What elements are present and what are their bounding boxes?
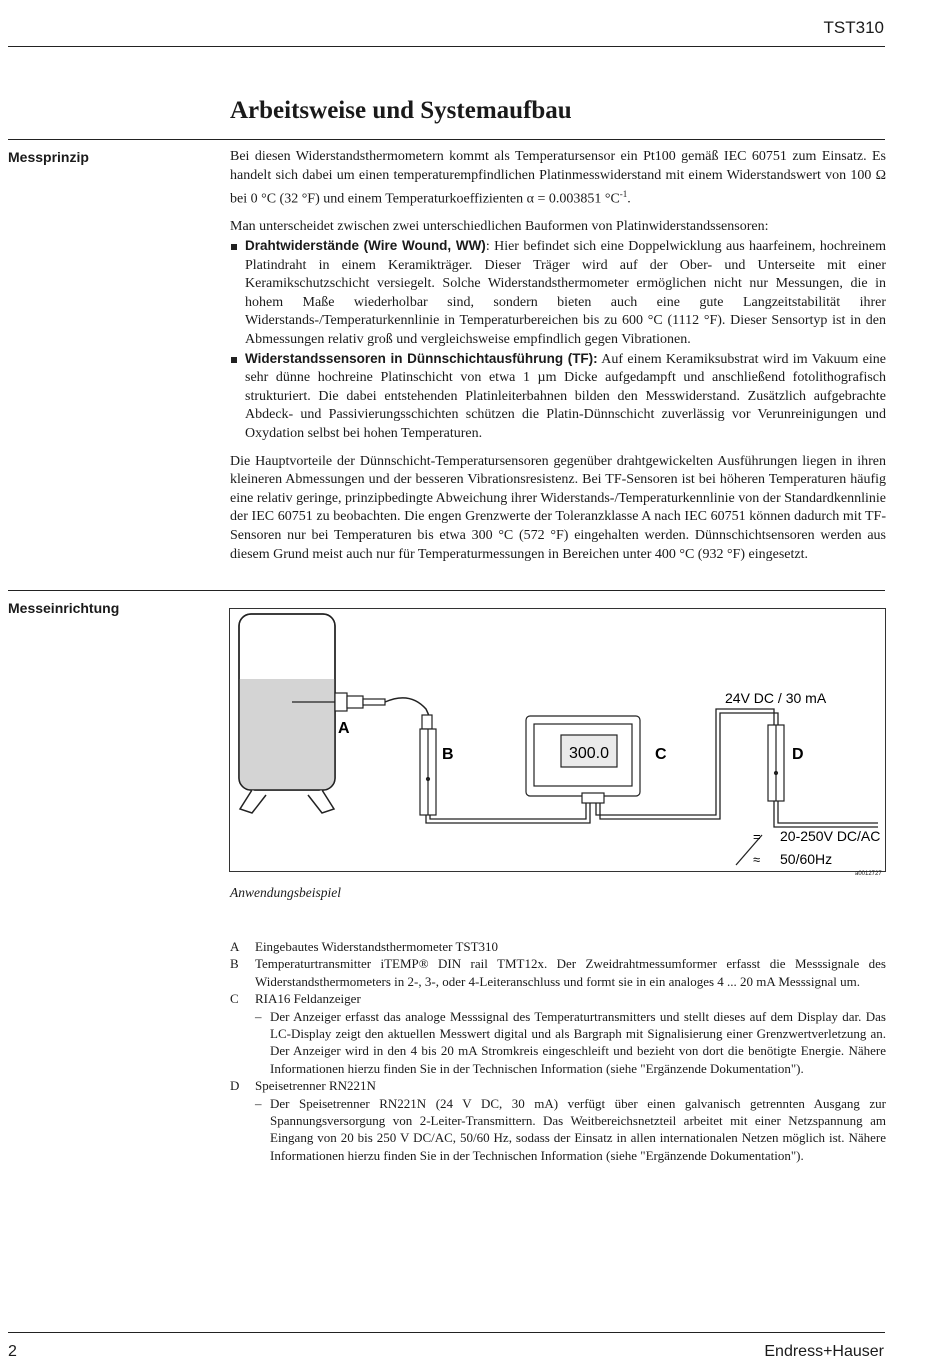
legend-subitem	[230, 1095, 886, 1165]
dash: –	[255, 1095, 262, 1111]
document-id: TST310	[823, 18, 884, 37]
legend-text: Eingebautes Widerstandsthermometer TST310	[255, 939, 499, 954]
transmitter-b	[420, 729, 436, 815]
legend-item	[230, 990, 886, 1007]
paragraph: Die Hauptvorteile der Dünnschicht-Temperatursensoren gegenüber drahtgewickelten Ausführungen liegen in ihren kleineren Abmessungen und der besseren Vibrationsresistenz. Bei TF-Sensoren ist bei höheren Temperaturen häufig eine relativ geringe, prinzipbedingte Abweichung ihrer Widerstands-/Temperaturkennlinie von der Standardkennlinie der IEC 60751 zu beobachten. Die engen Grenzwerte der Toleranzklasse A nach IEC 60751 können dadurch mit TF-Sensoren nur bei Temperaturen bis etwa 300 °C (572 °F) eingehalten werden. Dünnschichtsensoren werden aus diesem Grund meist auch nur für Temperaturmessungen in Bereichen unter 400 °C (932 °F) eingesetzt.	[230, 453, 886, 562]
footer-rule	[8, 1332, 885, 1333]
legend-subtext: Der Anzeiger erfasst das analoge Messsignal des Temperaturtransmitters und stellt dieses auf dem Display dar. Das LC-Display zeigt den aktuellen Messwert digital und als Bargraph mit Signalisierung einer Grenzwertverletzung an. Der Anzeiger wird in den 4 bis 20 mA Stromkreis eingeschleift und bezieht von dort die benötigte Energie. Nähere Informationen hierzu finden Sie in der Technischen Information (siehe "Ergänzende Dokumentation").	[270, 1008, 886, 1076]
legend-key: C	[230, 991, 239, 1007]
company-name: Endress+Hauser	[764, 1343, 884, 1360]
mains-symbol-dc: =	[753, 829, 761, 844]
legend-item	[230, 1077, 886, 1094]
paragraph	[230, 148, 886, 209]
legend-text: RIA16 Feldanzeiger	[255, 991, 361, 1007]
section-rule	[8, 139, 885, 140]
legend-subitem	[230, 1008, 886, 1078]
section-label-messprinzip: Messprinzip	[8, 149, 89, 165]
page-number: 2	[8, 1343, 17, 1360]
section-body-messprinzip	[230, 148, 886, 573]
legend-key: A	[230, 939, 240, 954]
tank-illustration	[239, 614, 335, 813]
legend-subtext: Der Speisetrenner RN221N (24 V DC, 30 mA) verfügt über einen galvanisch getrennten Ausgang zur Spannungsversorgung von 2-Leiter-Transmittern. Das Weitbereichsnetzteil arbeitet mit einer Netzspannung am Eingang von 20 bis 250 V DC/AC, 50/60 Hz, sodass der Einsatz in allen internationalen Netzen möglich ist. Nähere Informationen hierzu finden Sie in der Technischen Information (siehe "Ergänzende Dokumentation").	[270, 1095, 886, 1163]
legend-text: Speisetrenner RN221N	[255, 1078, 376, 1094]
section-rule	[8, 590, 885, 591]
section-label-messeinrichtung: Messeinrichtung	[8, 600, 120, 616]
mains-frequency-label: 50/60Hz	[780, 851, 833, 867]
label-d: D	[792, 746, 804, 763]
legend-key: B	[230, 956, 239, 972]
legend-text: Temperaturtransmitter iTEMP® DIN rail TMT12x. Der Zweidrahtmessumformer erfasst die Messsignale des Widerstandsthermometers in 2-, 3-, oder 4-Leiteranschluss und formt sie in ein analoges 4 ... 20 mA Messsignal um.	[255, 956, 886, 989]
bullet-term: Widerstandssensoren in Dünnschichtausführung (TF):	[245, 350, 598, 366]
figure-id: a0012727	[855, 871, 882, 877]
paragraph-text: Bei diesen Widerstandsthermometern kommt als Temperatursensor ein Pt100 gemäß IEC 60751 zum Einsatz. Es handelt sich dabei um einen temperaturempfindlichen Platinmesswiderstand mit einem Widerstandswert von 100 Ω bei 0 °C (32 °F) und einem Temperaturkoeffizienten α = 0.003851 °C	[230, 149, 886, 207]
bullet-text: : Hier befindet sich eine Doppelwicklung aus haarfeinem, hochreinem Platindraht in einem Keramikträger. Dieser Träger wird auf der Ober- und Unterseite mit einer Keramikschutzschicht versiegelt. Solche Widerstandsthermometer ermöglichen nicht nur Messungen, die in hohem Maße wiederholbar sind, sondern bieten auch eine gute Langzeitstabilität ihrer Widerstands-/Temperaturkennlinie in Temperaturbereichen bis zu 600 °C (1112 °F). Dieser Sensortyp ist in den Abmessungen relativ groß und vergleichsweise empfindlich gegen Vibrationen.	[245, 239, 886, 347]
legend-item	[230, 938, 886, 955]
bullet-term: Drahtwiderstände (Wire Wound, WW)	[245, 238, 486, 254]
bullet-text: Auf einem Keramiksubstrat wird im Vakuum eine sehr dünne hochreine Platinschicht von etwa 1 µm Dicke aufgedampft und anschließend fotolithografisch strukturiert. Die dabei entstehenden Platinleiterbahnen bilden den Messwiderstand. Zusätzlich aufgebrachte Abdeck- und Passivierungsschichten schützen die Platin-Dünnschicht zuverlässig vor Verunreinigungen und Oxydation selbst bei hohen Temperaturen.	[245, 351, 886, 441]
bullet-square-icon	[231, 244, 237, 250]
legend-item	[230, 955, 886, 990]
list-item	[230, 350, 886, 444]
display-value: 300.0	[568, 745, 610, 762]
label-c: C	[655, 746, 667, 763]
bullet-square-icon	[231, 357, 237, 363]
bullet-list	[230, 237, 886, 444]
figure-frame	[229, 608, 886, 872]
paragraph: Man unterscheidet zwischen zwei unterschiedlichen Bauformen von Platinwiderstandssensoren:	[230, 219, 769, 235]
figure-legend	[230, 938, 886, 1164]
header-rule	[8, 46, 885, 47]
mains-symbol-ac: ≈	[753, 852, 761, 867]
label-b: B	[442, 746, 454, 763]
list-item	[230, 237, 886, 350]
supply-label: 24V DC / 30 mA	[725, 690, 827, 706]
figure-caption: Anwendungsbeispiel	[230, 885, 341, 900]
page-title: Arbeitsweise und Systemaufbau	[230, 97, 572, 124]
power-isolator-d	[768, 725, 784, 801]
dash: –	[255, 1008, 262, 1024]
system-diagram	[230, 609, 885, 871]
legend-key: D	[230, 1078, 240, 1094]
label-a: A	[338, 720, 350, 737]
superscript: -1	[619, 189, 628, 200]
mains-voltage-label: 20-250V DC/AC	[780, 828, 881, 844]
paragraph-end: .	[627, 191, 631, 207]
